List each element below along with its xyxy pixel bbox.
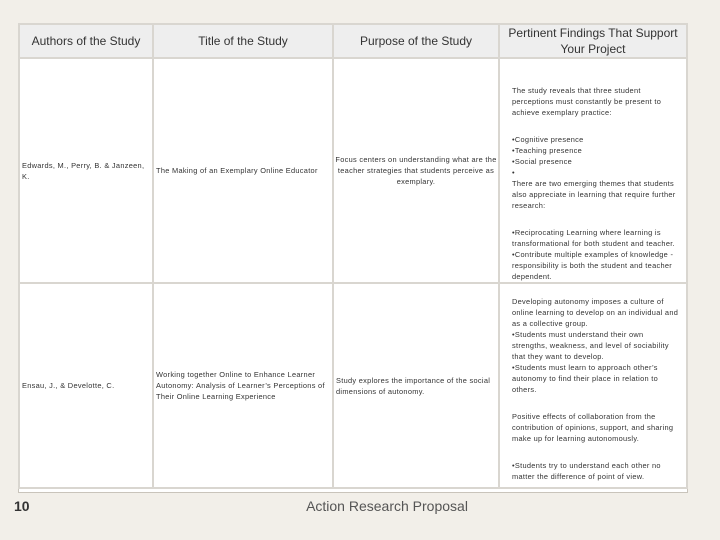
page-number: 10 [14,498,30,514]
table-row [19,283,687,488]
cell-findings: The study reveals that three student perceptions must constantly be present to achieve exemplary practice: •Cognitive presence •Teaching presence •Social presence • There are two emerging themes that students also appreciate in learning that require further research: •Reciprocating Learning where learning is transformational for both student and teacher. •Contribute multiple examples of knowledge - responsibility is both the student and teacher dependent. [499,58,687,283]
header-purpose: Purpose of the Study [333,24,499,58]
table-row [19,58,687,283]
cell-findings: Developing autonomy imposes a culture of online learning to develop on an individual and as a collective group. •Students must understand their own strengths, weakness, and level of sociability that they want to develop. •Students must learn to approach other’s autonomy to find their place in relation to others. Positive effects of collaboration from the contribution of opinions, support, and sharing make up for learning autonomously. •Students try to understand each other no matter the difference of point of view. [499,283,687,488]
cell-purpose: Focus centers on understanding what are the teacher strategies that students perceive as exemplary. [333,58,499,283]
cell-authors: Edwards, M., Perry, B. & Janzeen, K. [19,58,153,283]
literature-table [18,23,688,489]
cell-title: The Making of an Exemplary Online Educator [153,58,333,283]
header-findings: Pertinent Findings That Support Your Project [499,24,687,58]
footer-title: Action Research Proposal [306,498,468,514]
header-authors: Authors of the Study [19,24,153,58]
header-title: Title of the Study [153,24,333,58]
cell-title: Working together Online to Enhance Learner Autonomy: Analysis of Learner’s Perceptions of Their Online Learning Experience [153,283,333,488]
cell-authors: Ensau, J., & Develotte, C. [19,283,153,488]
header-row [19,24,687,58]
cell-purpose: Study explores the importance of the social dimensions of autonomy. [333,283,499,488]
